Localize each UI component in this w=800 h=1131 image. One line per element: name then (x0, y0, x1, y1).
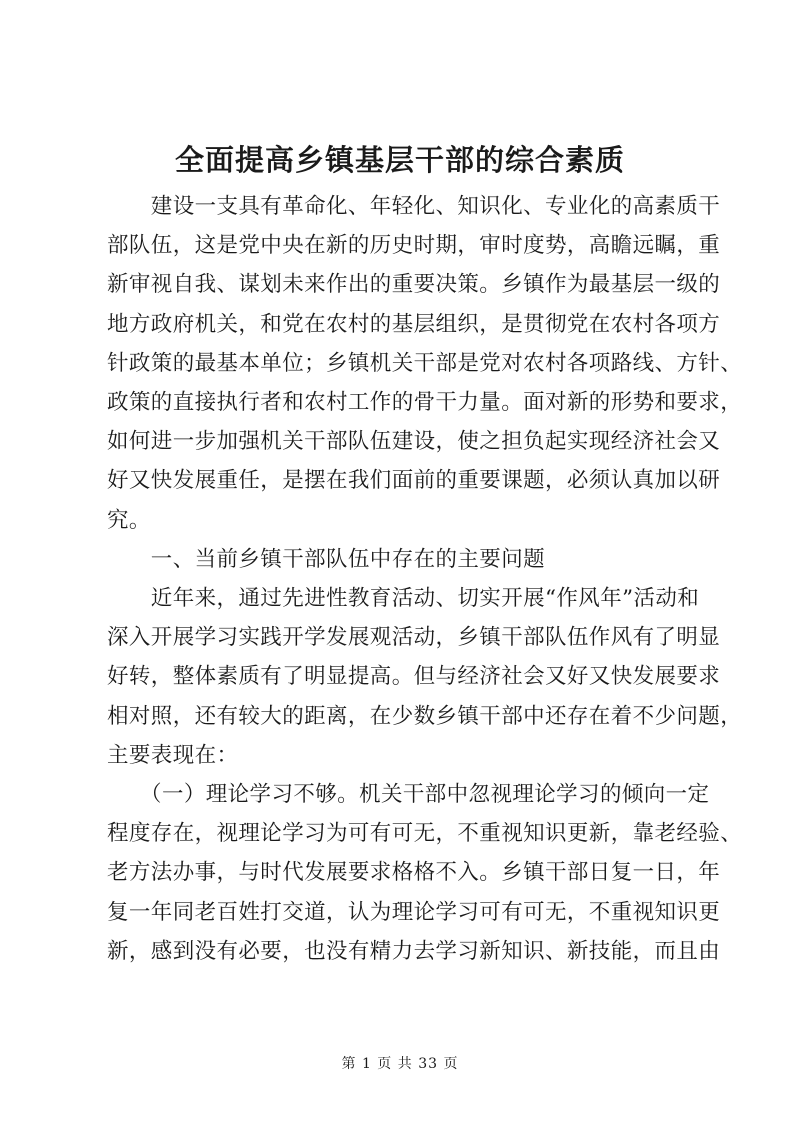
body-text-line: 针政策的最基本单位；乡镇机关干部是党对农村各项路线、方针、 (107, 350, 743, 376)
body-text-line: 如何进一步加强机关干部队伍建设，使之担负起实现经济社会又 (107, 429, 721, 455)
body-text-line: 主要表现在： (107, 742, 239, 768)
body-text-line: 地方政府机关，和党在农村的基层组织，是贯彻党在农村各项方 (107, 311, 721, 337)
body-text-line: （一）理论学习不够。机关干部中忽视理论学习的倾向一定 (107, 782, 710, 807)
body-text-line: 近年来，通过先进性教育活动、切实开展“作风年”活动和 (107, 586, 700, 611)
body-text-line: 好转，整体素质有了明显提高。但与经济社会又好又快发展要求 (107, 664, 721, 690)
body-text-line: 建设一支具有革命化、年轻化、知识化、专业化的高素质干 (107, 194, 721, 219)
document-title: 全面提高乡镇基层干部的综合素质 (174, 143, 625, 177)
body-text-line: 老方法办事，与时代发展要求格格不入。乡镇干部日复一日，年 (107, 860, 721, 886)
body-text-line: 部队伍，这是党中央在新的历史时期，审时度势，高瞻远瞩，重 (107, 233, 721, 259)
body-text-line: 好又快发展重任，是摆在我们面前的重要课题，必须认真加以研 (107, 468, 721, 494)
body-text-line: 相对照，还有较大的距离，在少数乡镇干部中还存在着不少问题， (107, 703, 743, 729)
body-text-line: 一、当前乡镇干部队伍中存在的主要问题 (107, 546, 546, 572)
body-text-line: 政策的直接执行者和农村工作的骨干力量。面对新的形势和要求， (107, 390, 743, 415)
body-text-line: 复一年同老百姓打交道，认为理论学习可有可无，不重视知识更 (107, 899, 721, 925)
body-text-line: 新，感到没有必要，也没有精力去学习新知识、新技能，而且由 (107, 938, 721, 964)
body-text-line: 深入开展学习实践开学发展观活动，乡镇干部队伍作风有了明显 (107, 625, 721, 651)
body-text-line: 新审视自我、谋划未来作出的重要决策。乡镇作为最基层一级的 (107, 272, 721, 298)
body-text-line: 程度存在，视理论学习为可有可无，不重视知识更新，靠老经验、 (107, 821, 743, 847)
page-footer: 第 1 页 共 33 页 (341, 1056, 459, 1072)
body-text-line: 究。 (107, 507, 151, 533)
